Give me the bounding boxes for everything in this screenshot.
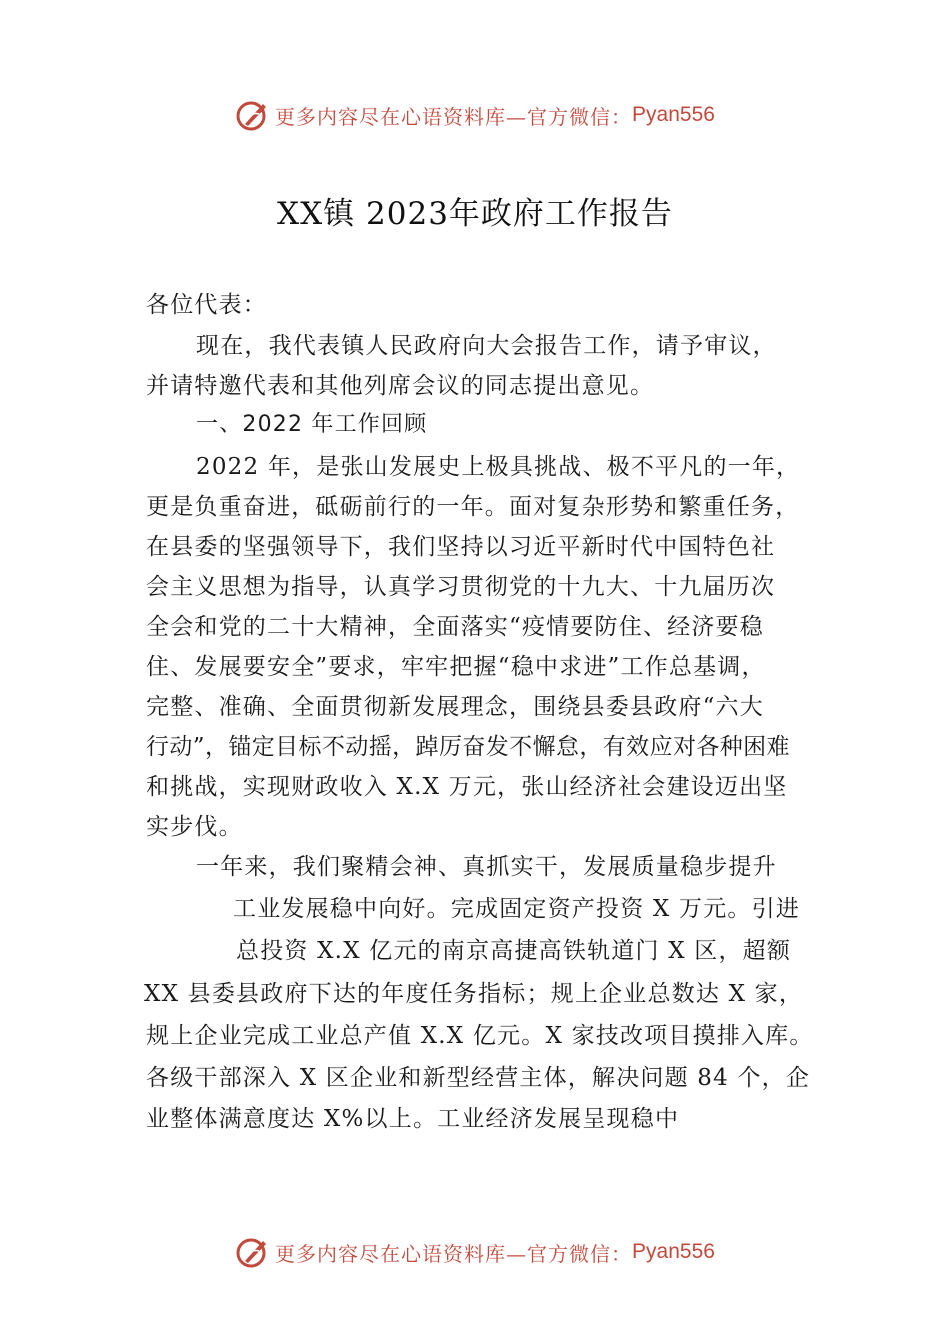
paragraph-line: 和挑战，实现财政收入 X.X 万元，张山经济社会建设迈出坚 xyxy=(146,774,788,800)
salutation: 各位代表： xyxy=(146,292,267,318)
paragraph-line: 一年来，我们聚精会神、真抓实干，发展质量稳步提升 xyxy=(196,854,777,880)
paragraph-line: 完整、准确、全面贯彻新发展理念，围绕县委县政府“六大 xyxy=(146,694,764,720)
paragraph-line: 会主义思想为指导，认真学习贯彻党的十九大、十九届历次 xyxy=(146,574,776,600)
paragraph-line: 规上企业完成工业总产值 X.X 亿元。X 家技改项目摸排入库。 xyxy=(146,1023,814,1049)
section-heading: 一、2022 年工作回顾 xyxy=(196,412,428,437)
paragraph-line: 各级干部深入 X 区企业和新型经营主体，解决问题 84 个，企 xyxy=(146,1065,811,1091)
quill-seal-icon xyxy=(235,98,269,132)
footer-watermark-banner xyxy=(0,1232,950,1272)
paragraph-line: 全会和党的二十大精神，全面落实“疫情要防住、经济要稳 xyxy=(146,614,764,640)
paragraph-line: 业整体满意度达 X%以上。工业经济发展呈现稳中 xyxy=(146,1106,680,1132)
paragraph-line: 在县委的坚强领导下，我们坚持以习近平新时代中国特色社 xyxy=(146,534,776,560)
paragraph-line: XX 县委县政府下达的年度任务指标；规上企业总数达 X 家， xyxy=(144,981,804,1007)
paragraph-line: 住、发展要安全”要求，牢牢把握“稳中求进”工作总基调， xyxy=(146,654,766,680)
paragraph-line: 总投资 X.X 亿元的南京高捷高铁轨道门 X 区，超额 xyxy=(236,938,792,964)
quill-seal-icon xyxy=(235,1235,269,1269)
watermark-text: 更多内容尽在心语资料库—官方微信： xyxy=(275,104,633,129)
intro-line-2: 并请特邀代表和其他列席会议的同志提出意见。 xyxy=(146,373,655,399)
wechat-id: Pyan556 xyxy=(632,103,715,126)
paragraph-line: 2022 年，是张山发展史上极具挑战、极不平凡的一年， xyxy=(196,454,801,480)
wechat-id: Pyan556 xyxy=(632,1240,715,1263)
paragraph-line: 实步伐。 xyxy=(146,814,243,840)
watermark-text: 更多内容尽在心语资料库—官方微信： xyxy=(275,1241,633,1266)
paragraph-line: 更是负重奋进，砥砺前行的一年。面对复杂形势和繁重任务， xyxy=(146,494,800,520)
paragraph-line: 行动”，锚定目标不动摇，踔厉奋发不懈怠，有效应对各种困难 xyxy=(146,734,790,760)
intro-line-1: 现在，我代表镇人民政府向大会报告工作，请予审议， xyxy=(196,333,777,359)
paragraph-line: 工业发展稳中向好。完成固定资产投资 X 万元。引进 xyxy=(233,896,800,922)
document-title: XX镇 2023年政府工作报告 xyxy=(277,196,673,232)
header-watermark-banner xyxy=(0,95,950,135)
